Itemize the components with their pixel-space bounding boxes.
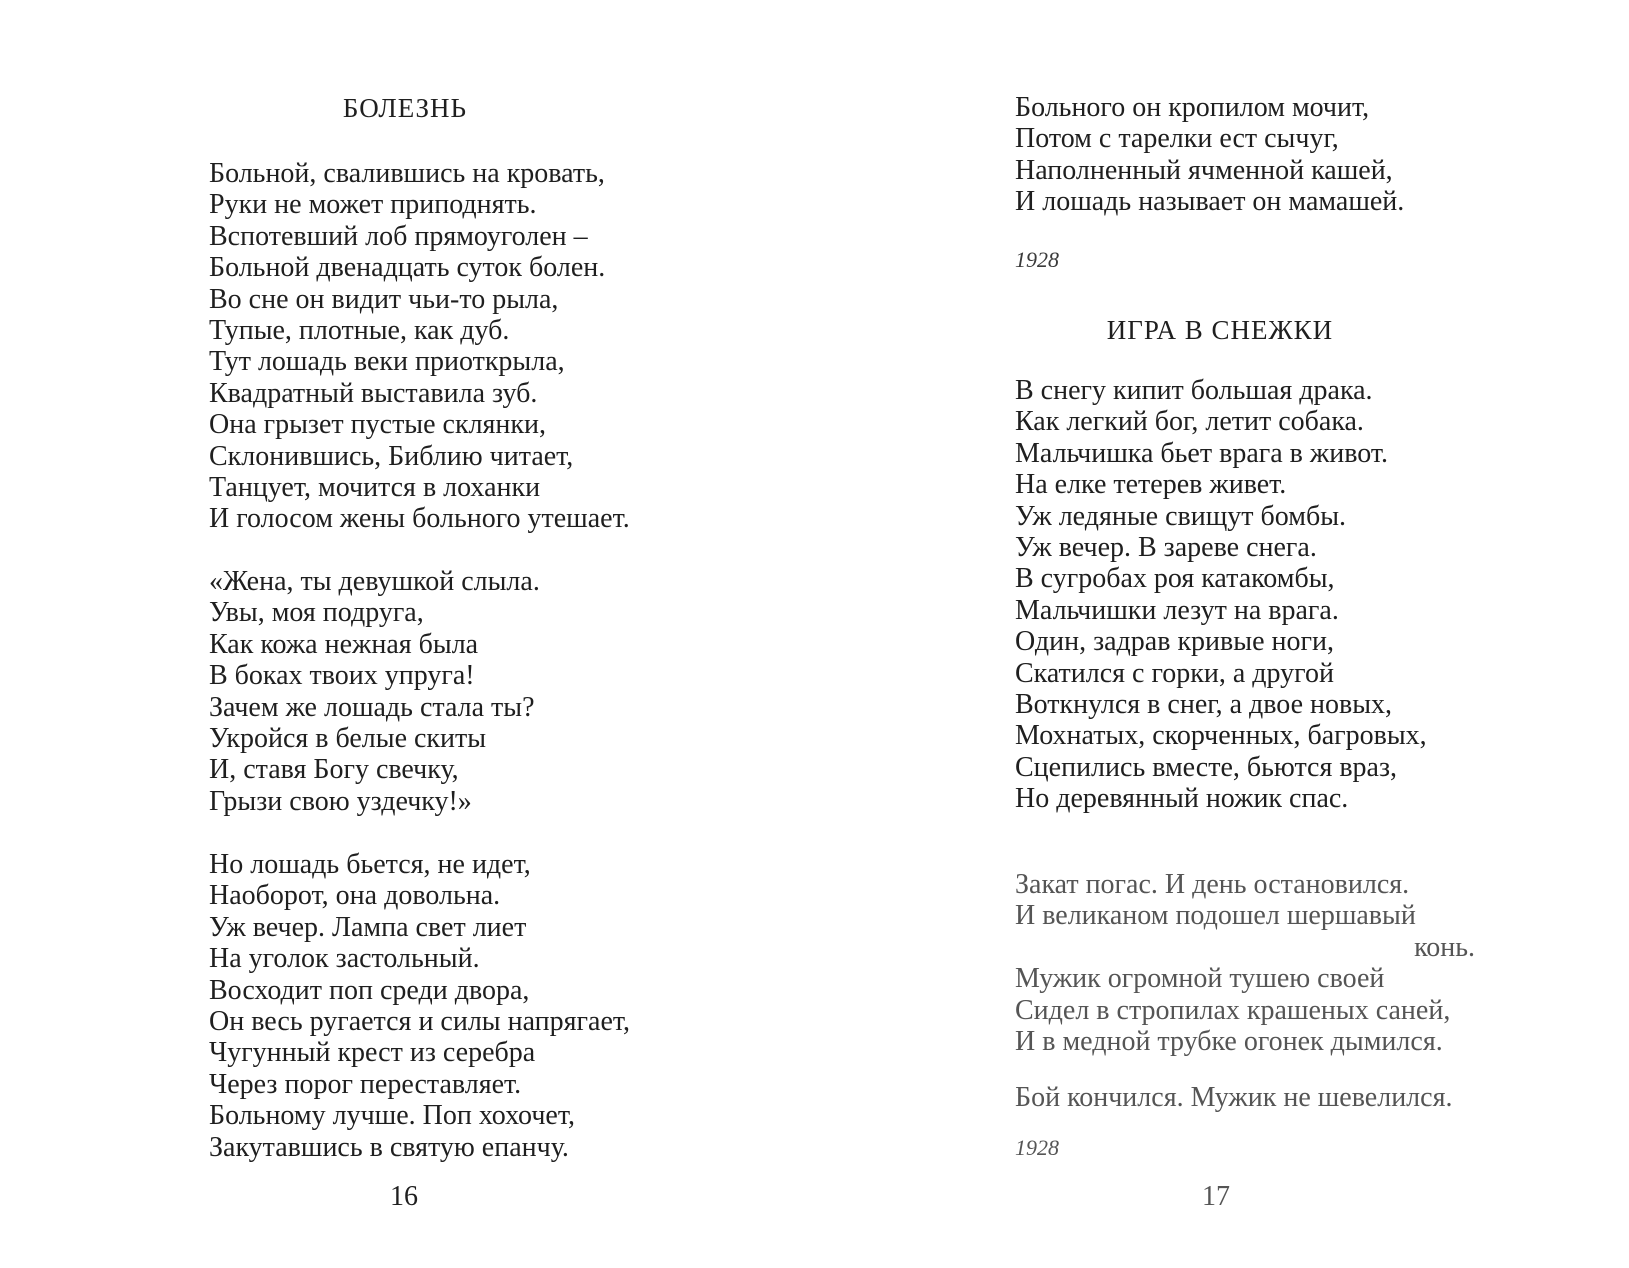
page-number: 17 xyxy=(1202,1181,1230,1212)
verse-line: В боках твоих упруга! xyxy=(209,660,475,692)
verse-line: И голосом жены больного утешает. xyxy=(209,503,630,535)
poem-title: БОЛЕЗНЬ xyxy=(342,93,468,123)
verse-line: На уголок застольный. xyxy=(209,943,480,975)
verse-line: Скатился с горки, а другой xyxy=(1015,657,1334,689)
verse-line: Увы, моя подруга, xyxy=(209,597,424,629)
verse-line: Больному лучше. Поп хохочет, xyxy=(209,1100,575,1132)
verse-line: Потом с тарелки ест сычуг, xyxy=(1015,123,1339,155)
verse-line: Воткнулся в снег, а двое новых, xyxy=(1015,689,1393,721)
verse-line: Танцует, мочится в лоханки xyxy=(209,472,541,504)
verse-line: Но деревянный ножик спас. xyxy=(1015,783,1349,815)
stanza xyxy=(209,849,630,1163)
verse-line: Больной, свалившись на кровать, xyxy=(209,158,605,189)
verse-line: Тут лошадь веки приоткрыла, xyxy=(209,346,565,378)
verse-line: Как легкий бог, летит собака. xyxy=(1015,406,1364,438)
verse-line: Один, задрав кривые ноги, xyxy=(1015,626,1334,658)
verse-line: Тупые, плотные, как дуб. xyxy=(209,315,510,347)
verse-line: Восходит поп среди двора, xyxy=(209,974,530,1006)
verse-line: Как кожа нежная была xyxy=(209,628,479,660)
verse-line: Чугунный крест из серебра xyxy=(209,1037,536,1069)
verse-line: Вспотевший лоб прямоуголен – xyxy=(209,220,588,252)
stanza xyxy=(1015,869,1475,1057)
verse-line-overflow: конь. xyxy=(1414,931,1475,963)
verse-line: И, ставя Богу свечку, xyxy=(209,754,459,786)
right-page xyxy=(815,0,1629,1268)
poem-title: ИГРА В СНЕЖКИ xyxy=(1106,315,1334,345)
verse-line: Но лошадь бьется, не идет, xyxy=(209,849,531,880)
verse-line: Мальчишка бьет врага в живот. xyxy=(1015,437,1388,469)
verse-line: Во сне он видит чьи-то рыла, xyxy=(209,283,559,315)
verse-line: Квадратный выставила зуб. xyxy=(209,377,538,409)
verse-line: Наполненный ячменной кашей, xyxy=(1015,154,1393,186)
verse-line: Он весь ругается и силы напрягает, xyxy=(209,1006,630,1038)
poem-year: 1928 xyxy=(1015,247,1059,272)
verse-line: Мохнатых, скорченных, багровых, xyxy=(1015,720,1427,752)
verse-line: Уж вечер. Лампа свет лиет xyxy=(209,911,527,943)
verse-line: И великаном подошел шершавый xyxy=(1015,900,1416,932)
verse-line: В сугробах роя катакомбы, xyxy=(1015,563,1335,595)
verse-line: И в медной трубке огонек дымился. xyxy=(1015,1026,1443,1058)
stanza xyxy=(1015,375,1427,815)
verse-line: Мальчишки лезут на врага. xyxy=(1015,594,1339,626)
verse-line: Наоборот, она довольна. xyxy=(209,880,501,912)
page-number: 16 xyxy=(390,1181,418,1212)
verse-line: Грызи свою уздечку!» xyxy=(209,785,472,817)
stanza xyxy=(209,158,630,535)
verse-line: «Жена, ты девушкой слыла. xyxy=(209,566,540,597)
verse-line: Руки не может приподнять. xyxy=(209,189,537,221)
verse-line: Закат погас. И день остановился. xyxy=(1015,869,1410,900)
verse-line: Склонившись, Библию читает, xyxy=(209,440,574,472)
verse-line: Укройся в белые скиты xyxy=(209,723,487,755)
verse-line: Закутавшись в святую епанчу. xyxy=(209,1131,569,1163)
verse-line: И лошадь называет он мамашей. xyxy=(1015,186,1405,218)
stanza xyxy=(1015,1082,1452,1113)
verse-line: Больной двенадцать суток болен. xyxy=(209,252,606,284)
verse-line: Мужик огромной тушею своей xyxy=(1015,963,1385,995)
verse-line: Зачем же лошадь стала ты? xyxy=(209,691,535,723)
verse-line: Больного он кропилом мочит, xyxy=(1015,92,1370,123)
poem-year: 1928 xyxy=(1015,1135,1059,1160)
stanza xyxy=(209,566,540,817)
verse-line: Уж вечер. В зареве снега. xyxy=(1015,532,1317,564)
verse-line: В снегу кипит большая драка. xyxy=(1015,375,1373,406)
verse-line: Бой кончился. Мужик не шевелился. xyxy=(1015,1082,1453,1113)
verse-line: Через порог переставляет. xyxy=(209,1068,522,1100)
verse-line: Она грызет пустые склянки, xyxy=(209,409,546,441)
verse-line: На елке тетерев живет. xyxy=(1015,469,1287,501)
verse-line: Сцепились вместе, бьются враз, xyxy=(1015,751,1398,783)
stanza-continuation xyxy=(1015,92,1404,218)
verse-line: Уж ледяные свищут бомбы. xyxy=(1015,500,1347,532)
verse-line: Сидел в стропилах крашеных саней, xyxy=(1015,994,1451,1026)
